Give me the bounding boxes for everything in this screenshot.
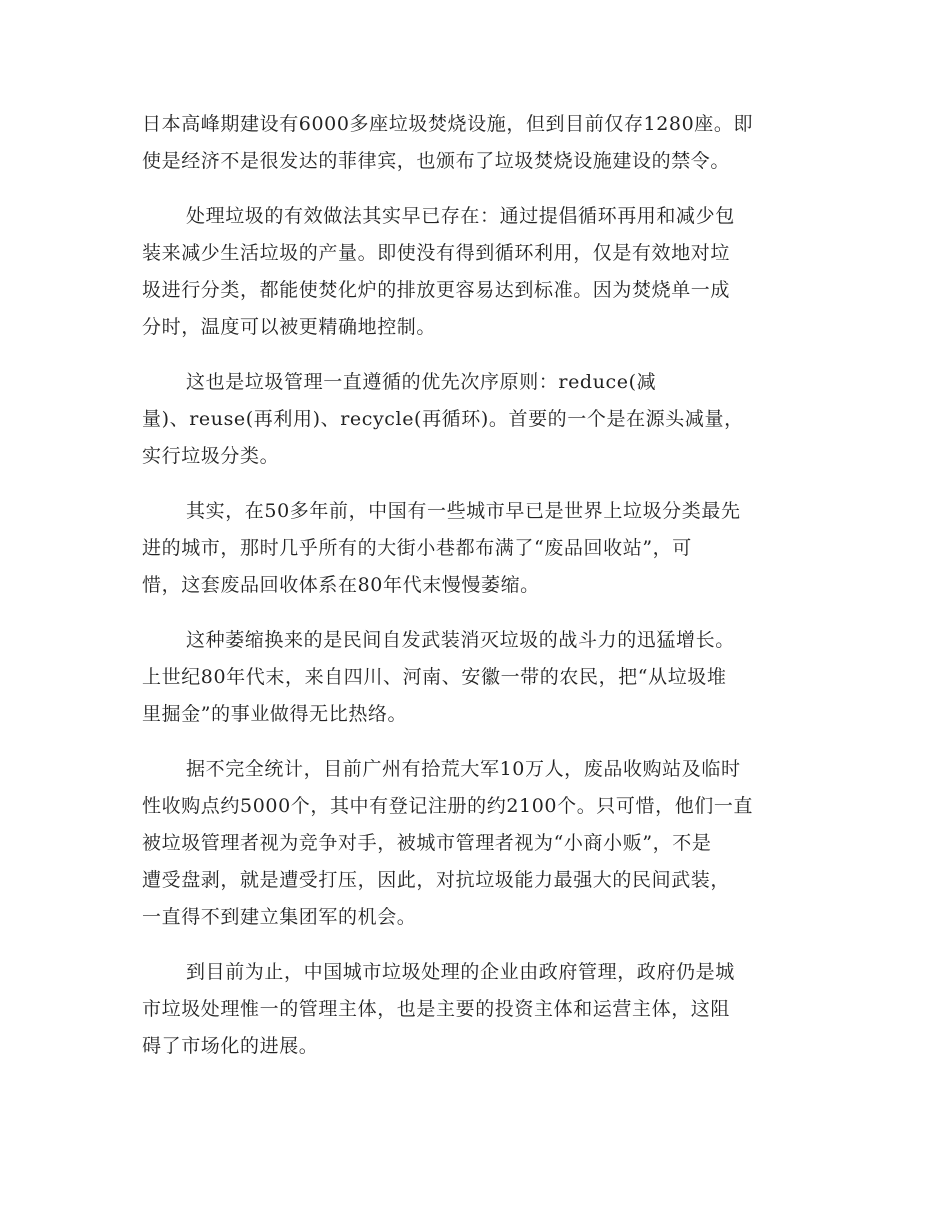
paragraph-guangzhou-statistics <box>142 751 814 936</box>
paragraph-line: 量)、reuse(再利用)、recycle(再循环)。首要的一个是在源头减量， <box>142 408 744 430</box>
paragraph-line: 其实，在50多年前，中国有一些城市早已是世界上垃圾分类最先 <box>186 500 741 522</box>
paragraph-line: 惜，这套废品回收体系在80年代末慢慢萎缩。 <box>142 574 540 596</box>
paragraph-line: 圾进行分类，都能使焚化炉的排放更容易达到标准。因为焚烧单一成 <box>142 279 731 301</box>
paragraph-line: 性收购点约5000个，其中有登记注册的约2100个。只可惜，他们一直 <box>142 795 754 817</box>
paragraph-line: 据不完全统计，目前广州有拾荒大军10万人，废品收购站及临时 <box>186 758 741 780</box>
paragraph-line: 这也是垃圾管理一直遵循的优先次序原则：reduce(减 <box>186 371 657 393</box>
paragraph-line: 进的城市，那时几乎所有的大街小巷都布满了“废品回收站”，可 <box>142 537 692 559</box>
paragraph-line: 一直得不到建立集团军的机会。 <box>142 906 417 928</box>
paragraph-line: 使是经济不是很发达的菲律宾，也颁布了垃圾焚烧设施建设的禁令。 <box>142 150 731 172</box>
paragraph-line: 处理垃圾的有效做法其实早已存在：通过提倡循环再用和减少包 <box>186 205 735 227</box>
paragraph-line: 里掘金”的事业做得无比热络。 <box>142 703 408 725</box>
paragraph-priority-principle <box>142 364 814 475</box>
paragraph-line: 分时，温度可以被更精确地控制。 <box>142 316 437 338</box>
paragraph-japan-incineration <box>142 106 814 180</box>
paragraph-line: 到目前为止，中国城市垃圾处理的企业由政府管理，政府仍是城 <box>186 961 735 983</box>
paragraph-line: 被垃圾管理者视为竞争对手，被城市管理者视为“小商小贩”，不是 <box>142 832 712 854</box>
paragraph-line: 市垃圾处理惟一的管理主体，也是主要的投资主体和运营主体，这阻 <box>142 998 731 1020</box>
document-body <box>142 106 814 1083</box>
paragraph-line: 这种萎缩换来的是民间自发武装消灭垃圾的战斗力的迅猛增长。 <box>186 629 735 651</box>
paragraph-line: 遭受盘剥，就是遭受打压，因此，对抗垃圾能力最强大的民间武装， <box>142 869 731 891</box>
paragraph-line: 日本高峰期建设有6000多座垃圾焚烧设施，但到目前仅存1280座。即 <box>142 113 754 135</box>
paragraph-line: 上世纪80年代末，来自四川、河南、安徽一带的农民，把“从垃圾堆 <box>142 666 727 688</box>
paragraph-line: 装来减少生活垃圾的产量。即使没有得到循环利用，仅是有效地对垃 <box>142 242 731 264</box>
paragraph-effective-approach <box>142 198 814 346</box>
paragraph-recycling-history <box>142 493 814 604</box>
paragraph-informal-collectors <box>142 622 814 733</box>
paragraph-line: 实行垃圾分类。 <box>142 445 280 467</box>
paragraph-government-management <box>142 954 814 1065</box>
paragraph-line: 碍了市场化的进展。 <box>142 1035 319 1057</box>
